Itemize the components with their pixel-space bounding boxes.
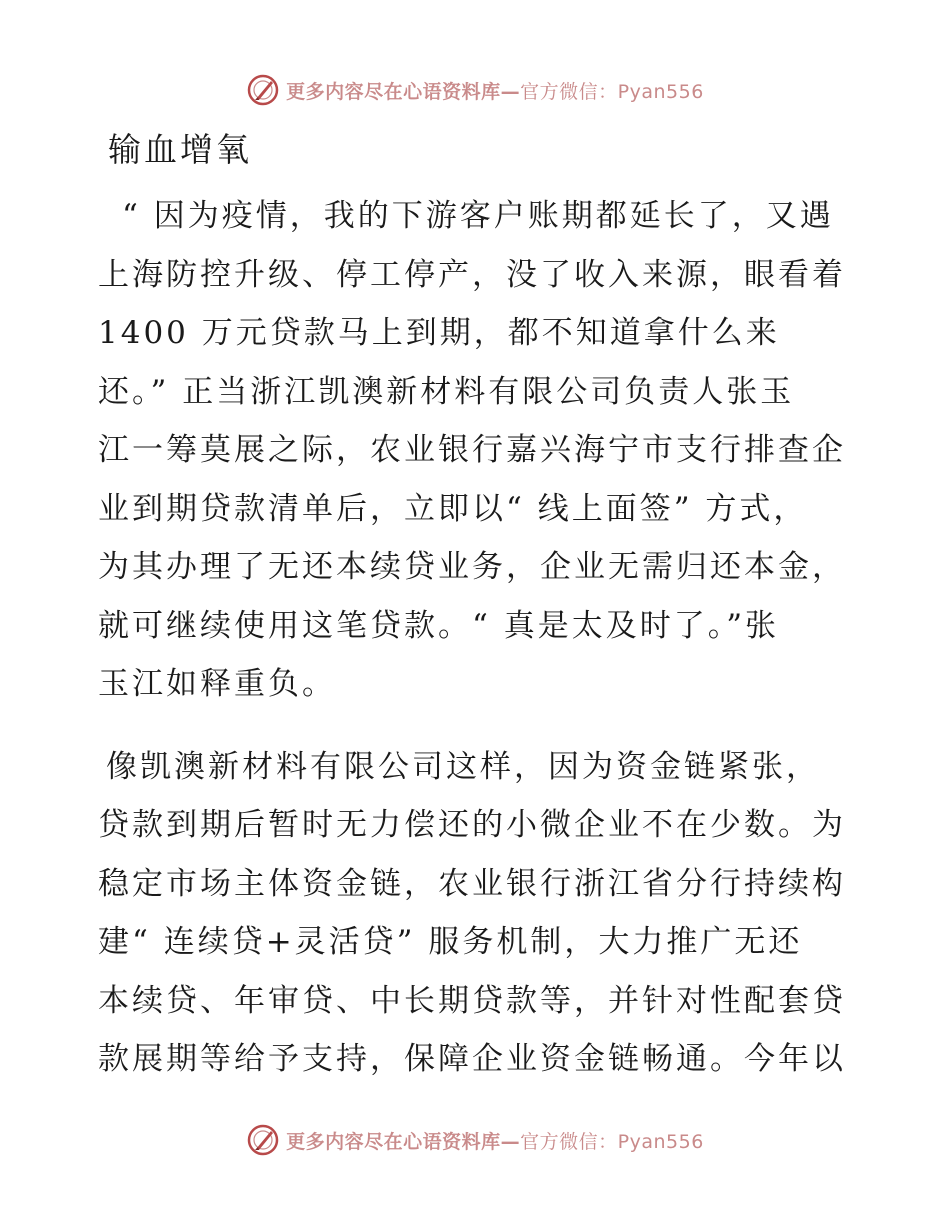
watermark-text (286, 77, 704, 104)
text-line: 像凯澳新材料有限公司这样，因为资金链紧张， (106, 748, 820, 785)
text-line: 还。” 正当浙江凯澳新材料有限公司负责人张玉 (98, 373, 795, 410)
section-heading: 输血增氧 (108, 130, 252, 169)
text-line: 稳定市场主体资金链，农业银行浙江省分行持续构 (98, 865, 846, 902)
watermark-header (0, 70, 950, 110)
watermark-text-suffix: 官方微信：Pyan556 (520, 1130, 704, 1153)
text-line: 江一筹莫展之际，农业银行嘉兴海宁市支行排查企 (98, 432, 846, 468)
text-line: 1400 万元贷款马上到期，都不知道拿什么来 (98, 315, 780, 351)
text-line: 就可继续使用这笔贷款。“ 真是太及时了。”张 (98, 607, 780, 644)
quill-seal-icon (246, 73, 280, 107)
text-line: 款展期等给予支持，保障企业资金链畅通。今年以 (98, 1041, 846, 1077)
text-line: 业到期贷款清单后，立即以“ 线上面签” 方式， (98, 490, 808, 527)
text-line: 贷款到期后暂时无力偿还的小微企业不在少数。为 (98, 807, 846, 843)
watermark-text-suffix: 官方微信：Pyan556 (520, 80, 704, 103)
text-line: 上海防控升级、停工停产，没了收入来源，眼看着 (98, 256, 846, 293)
watermark-text-main: 更多内容尽在心语资料库— (286, 1130, 521, 1153)
text-line: “ 因为疫情，我的下游客户账期都延长了，又遇 (122, 198, 834, 234)
text-line: 建“ 连续贷+灵活贷” 服务机制，大力推广无还 (98, 924, 803, 960)
paragraph-2 (98, 738, 858, 1089)
watermark-footer (0, 1120, 950, 1160)
paragraph-1 (98, 187, 858, 714)
text-line: 本续贷、年审贷、中长期贷款等，并针对性配套贷 (98, 982, 846, 1019)
text-line: 玉江如释重负。 (98, 666, 336, 702)
text-line: 为其办理了无还本续贷业务，企业无需归还本金， (98, 549, 846, 585)
watermark-text (286, 1127, 704, 1154)
watermark-text-main: 更多内容尽在心语资料库— (286, 80, 521, 103)
quill-seal-icon (246, 1123, 280, 1157)
article-body (98, 187, 858, 1089)
